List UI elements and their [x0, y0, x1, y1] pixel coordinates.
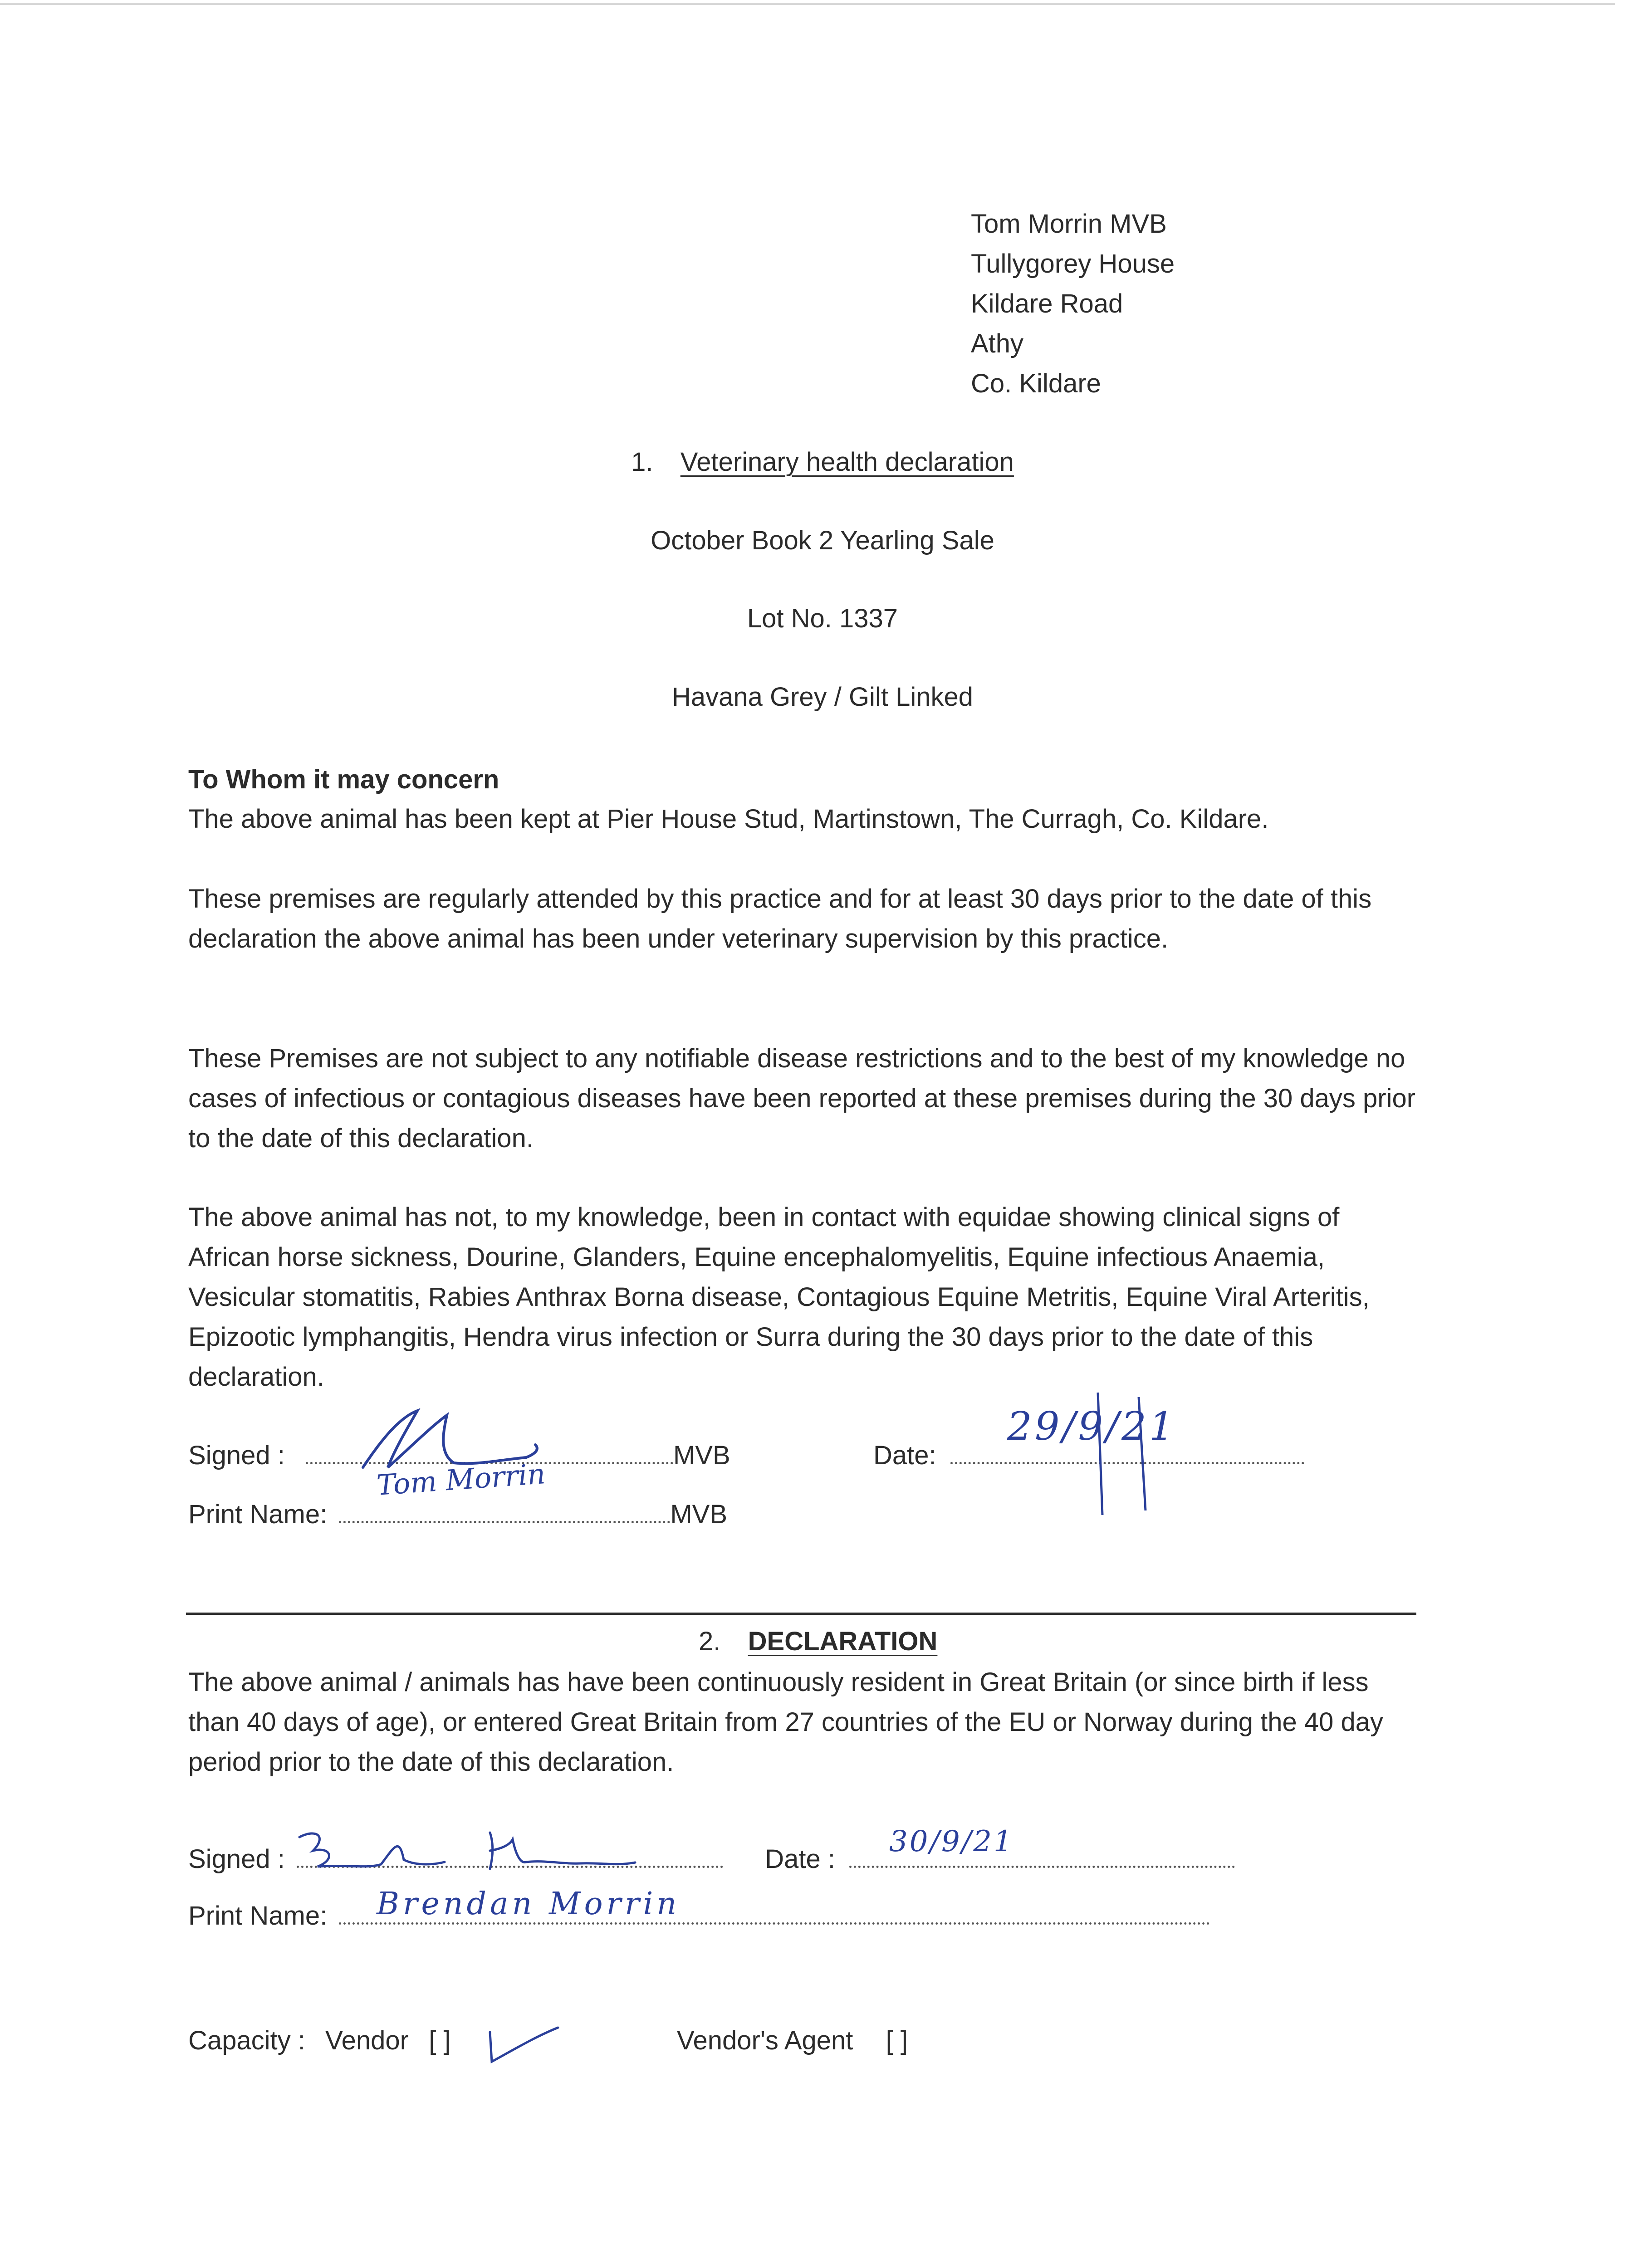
paragraph-restrictions: These Premises are not subject to any notifiable disease restrictions and to the best of my knowledge no cases of infectious or contagious diseases have been reported at these premises during the 30 days prior to the date of this declaration.	[188, 1044, 1416, 1153]
declarant-print-row	[188, 1896, 1210, 1936]
date-label: Date :	[765, 1844, 835, 1874]
scan-edge-line	[0, 3, 1615, 5]
paragraph-diseases: The above animal has not, to my knowledge, been in contact with equidae showing clinical signs of African horse sickness, Dourine, Glanders, Equine encephalomyelitis, Equine infectious Anaemia, Vesicular stomatitis, Rabies Anthrax Borna disease, Contagious Equine Metritis, Equine Viral Arteritis, Epizootic lymphangitis, Hendra virus infection or Surra during the 30 days prior to the date of this declaration.	[188, 1202, 1370, 1392]
mvb-suffix: MVB	[670, 1500, 728, 1529]
signed-label: Signed :	[188, 1844, 285, 1874]
date-label: Date:	[873, 1441, 936, 1470]
section1-number: 1.	[631, 447, 653, 477]
address-line: Tom Morrin MVB	[971, 209, 1167, 239]
section2-heading	[699, 1622, 937, 1662]
paragraph-premises: The above animal has been kept at Pier House Stud, Martinstown, The Curragh, Co. Kildare.	[188, 804, 1269, 834]
vendor-agent-label: Vendor's Agent	[677, 2026, 853, 2055]
signed-label: Signed :	[188, 1441, 285, 1470]
paragraph-declaration: The above animal / animals has have been continuously resident in Great Britain (or since birth if less than 40 days of age), or entered Great Britain from 27 countries of the EU or Norway during the 40 day period prior to the date of this declaration.	[188, 1667, 1383, 1777]
vet-print-name-handwriting: Tom Morrin	[375, 1457, 547, 1502]
vendor-label: Vendor	[325, 2026, 409, 2055]
paragraph-supervision: These premises are regularly attended by this practice and for at least 30 days prior to the date of this declaration the above animal has been under veterinary supervision by this practice.	[188, 884, 1372, 953]
date-stroke-marks	[1084, 1388, 1175, 1524]
address-line: Kildare Road	[971, 289, 1123, 318]
salutation: To Whom it may concern	[188, 765, 499, 794]
vet-date-handwriting: 29/9/21	[1007, 1404, 1177, 1449]
vendor-tick-mark	[481, 2019, 572, 2068]
vendor-agent-checkbox[interactable]: [ ]	[886, 2026, 908, 2055]
section-divider	[186, 1613, 1416, 1615]
address-line: Athy	[971, 329, 1024, 358]
section1-heading	[0, 447, 1645, 477]
section1-title: Veterinary health declaration	[680, 447, 1014, 477]
section2-number: 2.	[699, 1627, 721, 1656]
print-name-label: Print Name:	[188, 1901, 328, 1931]
print-name-label: Print Name:	[188, 1500, 328, 1529]
declarant-print-name-handwriting: Brendan Morrin	[377, 1886, 681, 1922]
section2-title: DECLARATION	[748, 1627, 938, 1656]
declarant-signature	[290, 1819, 699, 1882]
agent-row	[677, 2021, 908, 2061]
declarant-date-handwriting: 30/9/21	[889, 1825, 1014, 1858]
address-block	[971, 204, 1175, 404]
address-line: Tullygorey House	[971, 249, 1175, 279]
vet-print-row	[188, 1495, 727, 1535]
sale-name: October Book 2 Yearling Sale	[651, 526, 994, 555]
pedigree: Havana Grey / Gilt Linked	[671, 682, 974, 712]
capacity-label: Capacity :	[188, 2026, 305, 2055]
lot-number: Lot No. 1337	[747, 604, 898, 633]
vendor-checkbox[interactable]: [ ]	[429, 2026, 451, 2055]
address-line: Co. Kildare	[971, 369, 1101, 398]
capacity-row	[188, 2021, 451, 2061]
mvb-suffix: MVB	[673, 1441, 730, 1470]
